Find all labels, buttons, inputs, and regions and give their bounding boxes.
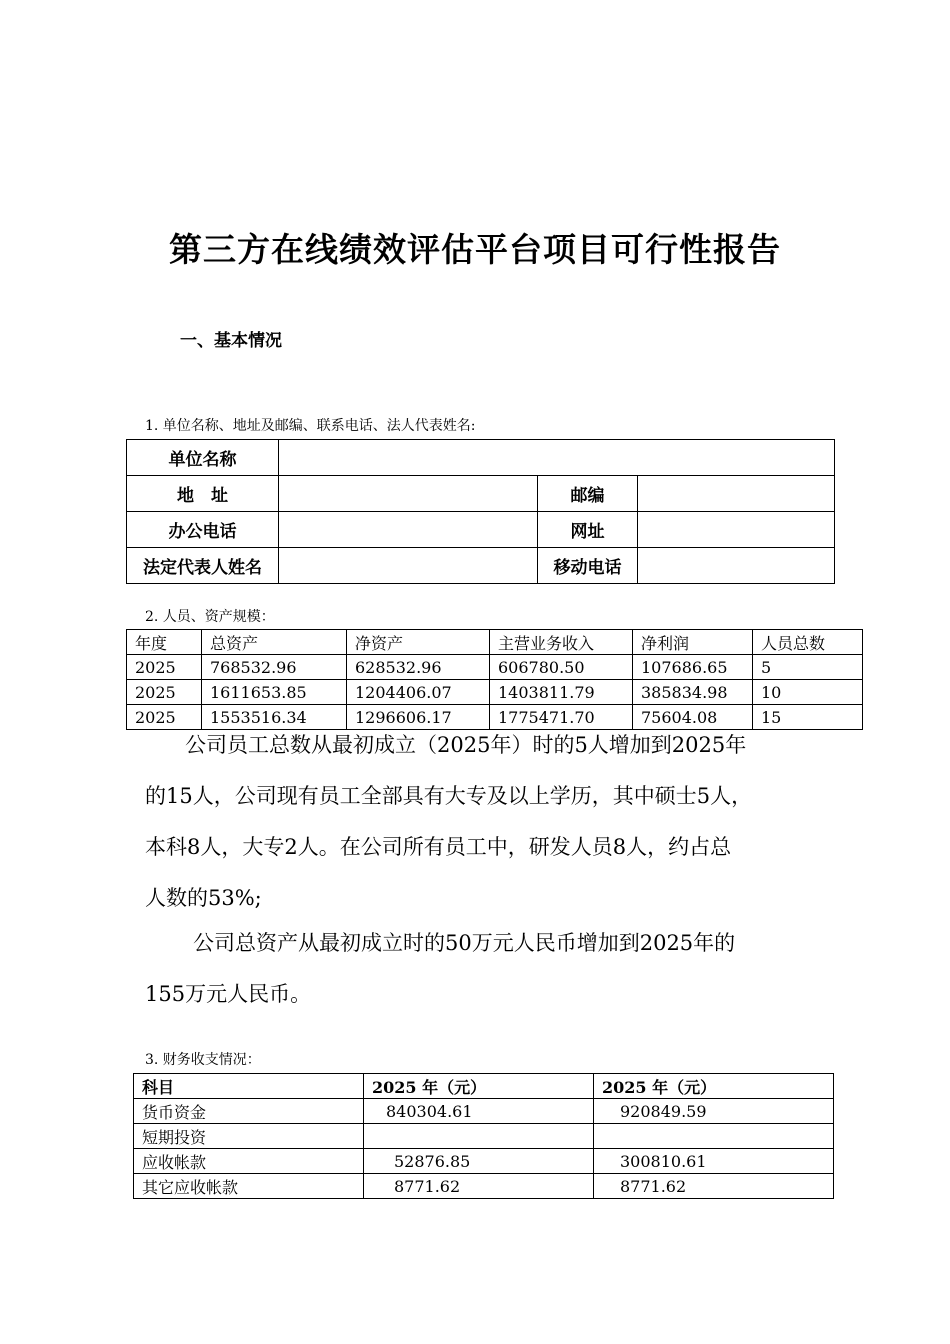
paragraph-assets — [145, 918, 805, 1020]
table-cell: 1403811.79 — [490, 680, 633, 705]
table-cell: 10 — [753, 680, 863, 705]
office-phone-label: 办公电话 — [127, 512, 279, 548]
header-cell: 总资产 — [202, 630, 347, 655]
table-row — [134, 1174, 834, 1199]
unit-name-label: 单位名称 — [127, 440, 279, 476]
paragraph-line: 的15人，公司现有员工全部具有大专及以上学历，其中硕士5人， — [145, 784, 753, 808]
unit-info-table — [126, 439, 835, 584]
header-cell: 年度 — [127, 630, 202, 655]
table-cell: 15 — [753, 705, 863, 730]
table-cell: 1775471.70 — [490, 705, 633, 730]
table-cell: 52876.85 — [364, 1149, 594, 1174]
paragraph-line: 155万元人民币。 — [145, 982, 312, 1006]
paragraph-line: 公司员工总数从最初成立（2025年）时的5人增加到2025年 — [185, 733, 747, 757]
legal-rep-value — [279, 548, 538, 584]
header-cell: 净利润 — [633, 630, 753, 655]
table-row — [127, 548, 835, 584]
table-cell: 1553516.34 — [202, 705, 347, 730]
table-row — [127, 476, 835, 512]
header-cell: 净资产 — [347, 630, 490, 655]
table-cell: 货币资金 — [134, 1099, 364, 1124]
table-cell: 768532.96 — [202, 655, 347, 680]
table-cell: 1204406.07 — [347, 680, 490, 705]
table-cell: 920849.59 — [594, 1099, 834, 1124]
table-cell: 8771.62 — [364, 1174, 594, 1199]
table-row — [127, 440, 835, 476]
table-row — [134, 1124, 834, 1149]
table-cell: 8771.62 — [594, 1174, 834, 1199]
mobile-label: 移动电话 — [538, 548, 638, 584]
table-row — [134, 1099, 834, 1124]
table-cell: 应收帐款 — [134, 1149, 364, 1174]
asset-scale-table — [126, 629, 863, 730]
table-cell: 107686.65 — [633, 655, 753, 680]
header-cell: 人员总数 — [753, 630, 863, 655]
legal-rep-label: 法定代表人姓名 — [127, 548, 279, 584]
table-row — [127, 680, 863, 705]
table-cell: 5 — [753, 655, 863, 680]
office-phone-value — [279, 512, 538, 548]
paragraph-line: 公司总资产从最初成立时的50万元人民币增加到2025年的 — [193, 931, 736, 955]
table-cell: 840304.61 — [364, 1099, 594, 1124]
table-cell — [594, 1124, 834, 1149]
paragraph-staff — [145, 720, 805, 924]
caption-unit-info: 1. 单位名称、地址及邮编、联系电话、法人代表姓名: — [145, 418, 476, 434]
table-row — [127, 512, 835, 548]
table-cell: 75604.08 — [633, 705, 753, 730]
finance-table — [133, 1073, 834, 1199]
table-row — [134, 1149, 834, 1174]
table-row — [127, 655, 863, 680]
header-cell: 2025 年（元） — [364, 1074, 594, 1099]
table-cell: 628532.96 — [347, 655, 490, 680]
table-cell: 385834.98 — [633, 680, 753, 705]
table-cell: 短期投资 — [134, 1124, 364, 1149]
header-cell: 主营业务收入 — [490, 630, 633, 655]
header-cell: 2025 年（元） — [594, 1074, 834, 1099]
table-cell — [364, 1124, 594, 1149]
table-cell: 其它应收帐款 — [134, 1174, 364, 1199]
table-cell: 2025 — [127, 705, 202, 730]
header-cell: 科目 — [134, 1074, 364, 1099]
table-header-row — [127, 630, 863, 655]
table-cell: 1611653.85 — [202, 680, 347, 705]
address-label: 地 址 — [127, 476, 279, 512]
table-header-row — [134, 1074, 834, 1099]
website-label: 网址 — [538, 512, 638, 548]
table-cell: 2025 — [127, 655, 202, 680]
mobile-value — [638, 548, 835, 584]
table-cell: 606780.50 — [490, 655, 633, 680]
unit-name-value — [279, 440, 835, 476]
paragraph-line: 本科8人，大专2人。在公司所有员工中，研发人员8人，约占总 — [145, 835, 732, 859]
postcode-label: 邮编 — [538, 476, 638, 512]
document-title: 第三方在线绩效评估平台项目可行性报告 — [169, 230, 781, 269]
address-value — [279, 476, 538, 512]
website-value — [638, 512, 835, 548]
table-cell: 2025 — [127, 680, 202, 705]
paragraph-line: 人数的53%; — [145, 886, 262, 910]
table-cell: 1296606.17 — [347, 705, 490, 730]
section-heading-basic-info: 一、基本情况 — [180, 331, 282, 351]
caption-asset-scale: 2. 人员、资产规模： — [145, 609, 275, 625]
table-cell: 300810.61 — [594, 1149, 834, 1174]
postcode-value — [638, 476, 835, 512]
caption-finance: 3. 财务收支情况： — [145, 1052, 261, 1068]
